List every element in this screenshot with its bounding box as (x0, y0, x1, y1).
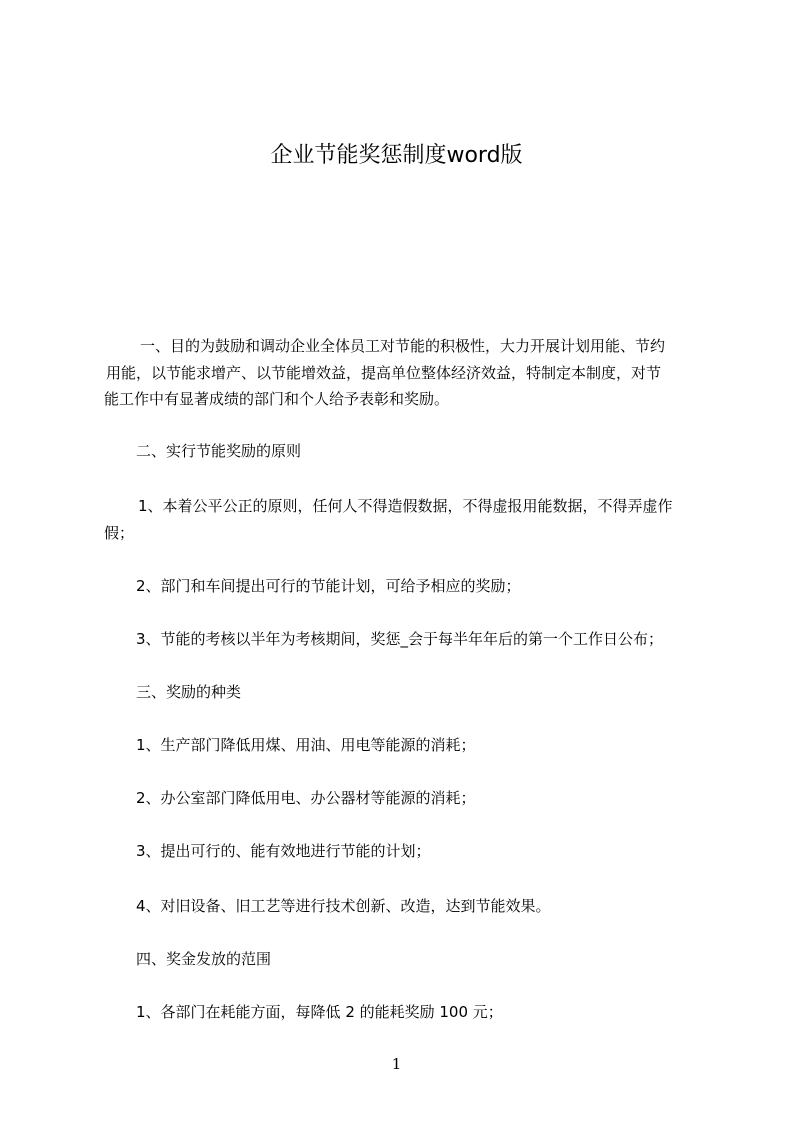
heading-reward-types (104, 679, 708, 706)
paragraph-line: 一、目的为鼓励和调动企业全体员工对节能的积极性，大力开展计划用能、节约 (140, 337, 666, 355)
paragraph-bonus-scope-1 (104, 999, 708, 1026)
document-title: 企业节能奖惩制度word版 (270, 143, 523, 168)
paragraph-line: 用能，以节能求增产、以节能增效益，提高单位整体经济效益，特制定本制度，对节 (106, 363, 662, 382)
page-number: 1 (391, 1055, 402, 1073)
paragraph-line: 1、生产部门降低用煤、用油、用电等能源的消耗； (136, 736, 476, 754)
heading-bonus-scope (104, 946, 708, 973)
section-heading: 四、奖金发放的范围 (136, 950, 272, 968)
paragraph-line: 假； (104, 523, 135, 542)
paragraph-reward-type-3 (104, 838, 708, 865)
section-heading: 二、实行节能奖励的原则 (136, 442, 302, 460)
paragraph-principle-2 (104, 573, 708, 600)
paragraph-line: 4、对旧设备、旧工艺等进行技术创新、改造，达到节能效果。 (136, 897, 551, 915)
paragraph-principle-1 (104, 493, 708, 546)
paragraph-line: 2、办公室部门降低用电、办公器材等能源的消耗； (136, 789, 476, 807)
paragraph-line: 1、各部门在耗能方面，每降低 2 的能耗奖励 100 元； (136, 1003, 503, 1021)
paragraph-reward-type-2 (104, 785, 708, 812)
paragraph-reward-type-1 (104, 732, 708, 759)
heading-principles (104, 438, 708, 465)
section-heading: 三、奖励的种类 (136, 683, 242, 701)
paragraph-line: 3、提出可行的、能有效地进行节能的计划； (136, 842, 431, 860)
paragraph-line: 3、节能的考核以半年为考核期间，奖惩_会于每半年年后的第一个工作日公布； (136, 630, 664, 648)
paragraph-reward-type-4 (104, 893, 708, 920)
paragraph-purpose (104, 333, 708, 413)
paragraph-principle-3 (104, 626, 708, 653)
paragraph-line: 1、本着公平公正的原则，任何人不得造假数据，不得虚报用能数据，不得弄虚作 (138, 497, 673, 515)
paragraph-line: 能工作中有显著成绩的部门和个人给予表彰和奖励。 (104, 390, 450, 408)
paragraph-line: 2、部门和车间提出可行的节能计划，可给予相应的奖励； (136, 577, 521, 595)
